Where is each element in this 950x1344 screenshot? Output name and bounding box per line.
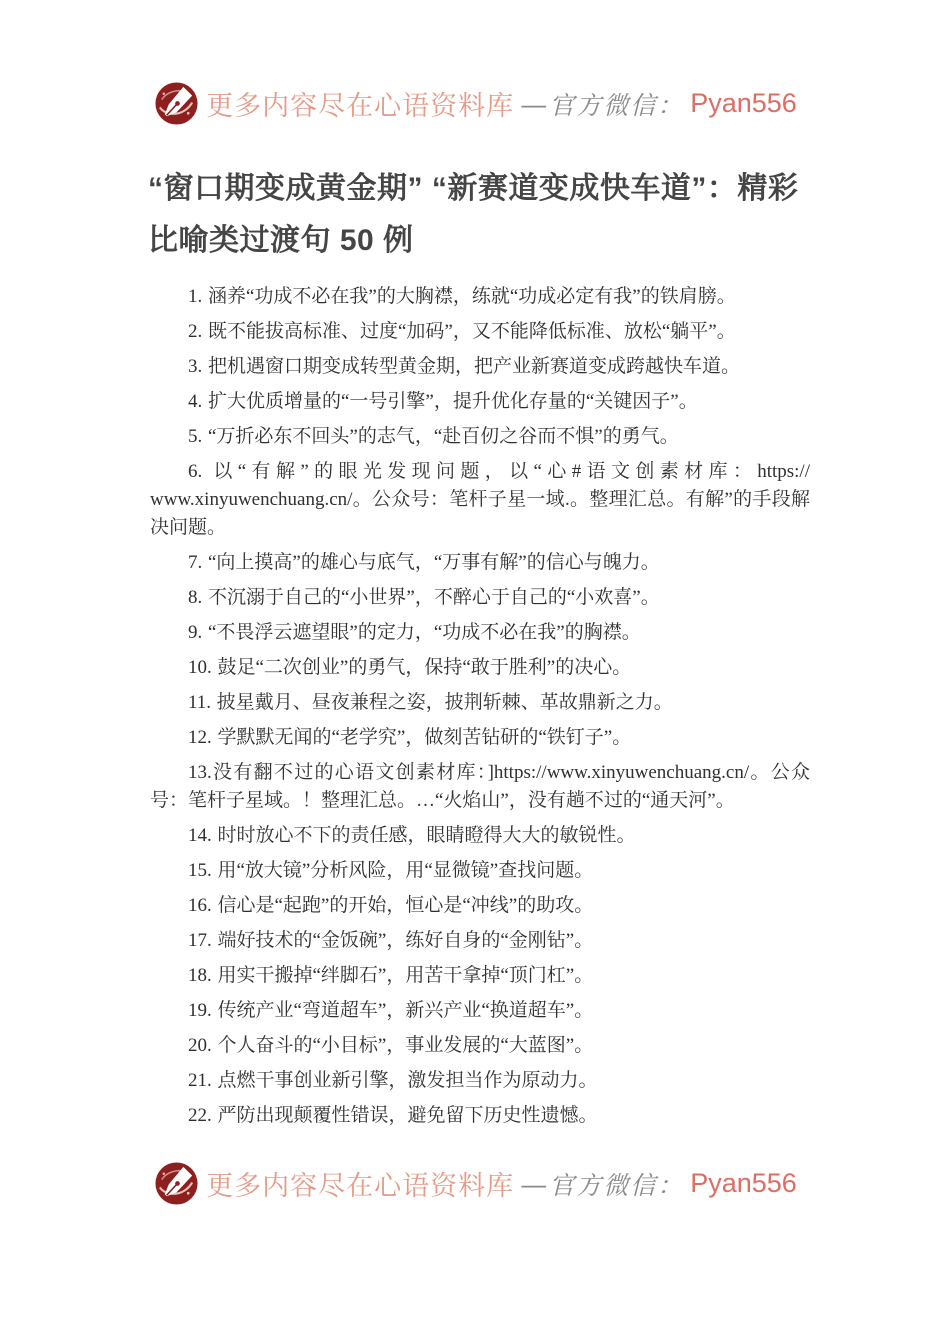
brand-dash: — (520, 1169, 550, 1201)
brand-wechat-id: Pyan556 (690, 1168, 797, 1198)
brand-dash: — (520, 89, 550, 121)
header-brand (0, 0, 950, 127)
list-item: 7. “向上摸高”的雄心与底气，“万事有解”的信心与魄力。 (188, 552, 660, 573)
list-item: 22. 严防出现颠覆性错误，避免留下历史性遗憾。 (188, 1105, 598, 1126)
list-item: 16. 信心是“起跑”的开始，恒心是“冲线”的助攻。 (188, 895, 594, 916)
list-item: 17. 端好技术的“金饭碗”，练好自身的“金刚钻”。 (188, 930, 594, 951)
list-item: 10. 鼓足“二次创业”的勇气，保持“敢于胜利”的决心。 (188, 657, 632, 678)
brand-text: 更多内容尽在心语资料库 (206, 91, 515, 121)
list-item: 18. 用实干搬掉“绊脚石”，用苦干拿掉“顶门杠”。 (188, 965, 594, 986)
list-item: 12. 学默默无闻的“老学究”，做刻苦钻研的“铁钉子”。 (188, 727, 632, 748)
list-item: 1. 涵养“功成不必在我”的大胸襟，练就“功成必定有我”的铁肩膀。 (188, 286, 736, 307)
pen-logo-icon (153, 80, 200, 127)
list-item: 4. 扩大优质增量的“一号引擎”，提升优化存量的“关键因子”。 (188, 391, 698, 412)
list-item: 15. 用“放大镜”分析风险，用“显微镜”查找问题。 (188, 860, 594, 881)
brand-text: 更多内容尽在心语资料库 (206, 1171, 515, 1201)
page-title: “窗口期变成黄金期” “新赛道变成快车道”：精彩比喻类过渡句 50 例 (148, 172, 799, 257)
brand-wechat-label: —官方微信： (520, 89, 685, 121)
list-item: 3. 把机遇窗口期变成转型黄金期，把产业新赛道变成跨越快车道。 (188, 356, 741, 377)
brand-wechat-id: Pyan556 (690, 88, 797, 118)
pen-logo-icon (153, 1160, 200, 1207)
list-item: 9. “不畏浮云遮望眼”的定力，“功成不必在我”的胸襟。 (188, 622, 641, 643)
list-item: 8. 不沉溺于自己的“小世界”，不醉心于自己的“小欢喜”。 (188, 587, 660, 608)
footer-brand (0, 1160, 950, 1207)
list-item: 2. 既不能拔高标准、过度“加码”，又不能降低标准、放松“躺平”。 (188, 321, 736, 342)
list-item: 19. 传统产业“弯道超车”，新兴产业“换道超车”。 (188, 1000, 594, 1021)
list-item: 21. 点燃干事创业新引擎，激发担当作为原动力。 (188, 1070, 598, 1091)
list-item: 6. 以“有解”的眼光发现问题，以“心#语文创素材库：https://​www.xinyuwenchuang.cn/。公众号：笔杆子星一域.。整理汇总。有解”的手段解决问题。 (150, 461, 810, 538)
list-item: 13.没有翻不过的心语文创素材库：]https://www.xinyuwenchuang.cn/。公众号：笔杆子星域。！整理汇总。…“火焰山”，没有趟不过的“通天河”。 (150, 762, 810, 811)
list-item: 5. “万折必东不回头”的志气，“赴百仞之谷而不惧”的勇气。 (188, 426, 679, 447)
list-item: 11. 披星戴月、昼夜兼程之姿，披荆斩棘、革故鼎新之力。 (188, 692, 673, 713)
list-item: 14. 时时放心不下的责任感，眼睛瞪得大大的敏锐性。 (188, 825, 636, 846)
item-list (150, 283, 810, 1130)
list-item: 20. 个人奋斗的“小目标”，事业发展的“大蓝图”。 (188, 1035, 594, 1056)
brand-wechat-label: —官方微信： (520, 1169, 685, 1201)
